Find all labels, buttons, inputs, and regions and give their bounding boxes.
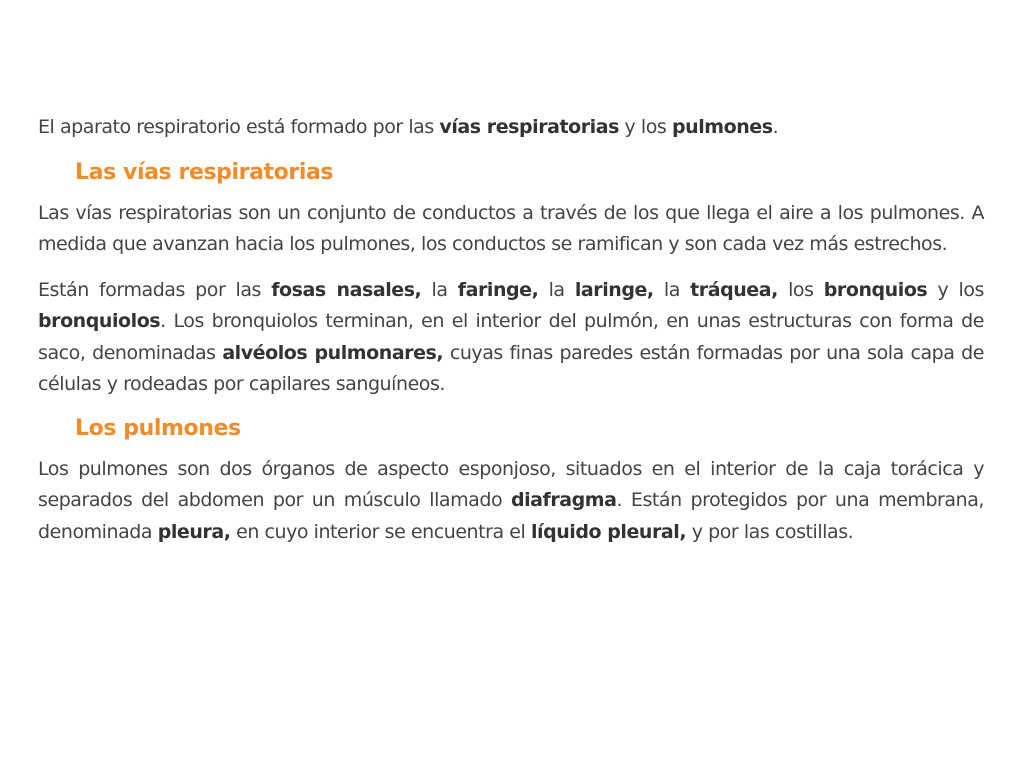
paragraph-text: y por las costillas.	[686, 520, 854, 543]
intro-text-1: El aparato respiratorio está formado por las	[38, 116, 440, 138]
bold-liquido-pleural: líquido pleural,	[530, 520, 687, 543]
bold-bronquiolos: bronquiolos	[38, 310, 161, 332]
vias-respiratorias-paragraph-1: Las vías respiratorias son un conjunto de conductos a través de los que llega el aire a los pulmones. A medida que avanzan hacia los pulmones, los conductos se ramifican y son cada vez más estrechos.	[38, 201, 984, 255]
paragraph-text: cuyas finas paredes están formadas por una sola capa de células y rodeadas por capilares sanguíneos.	[38, 341, 984, 395]
paragraph-text: en cuyo interior se encuentra el	[230, 520, 531, 543]
paragraph-text: la	[653, 278, 691, 301]
bold-fosas-nasales: fosas nasales,	[271, 278, 422, 301]
section-heading-pulmones: Los pulmones	[75, 415, 241, 441]
paragraph-text: Están formadas por las	[38, 278, 272, 301]
paragraph-text: . Los bronquiolos terminan, en el interior del pulmón, en unas estructuras con forma de saco, denominadas	[38, 310, 984, 364]
pulmones-paragraph-1	[38, 454, 984, 549]
paragraph-text: la	[421, 278, 458, 301]
bold-laringe: laringe,	[574, 278, 654, 301]
bold-diafragma: diafragma	[510, 489, 617, 511]
intro-bold-vias-respiratorias: vías respiratorias	[439, 116, 619, 138]
paragraph-text: y los	[927, 278, 984, 301]
paragraph-text: . Están protegidos por una membrana, denominada	[38, 489, 984, 543]
intro-text-2: y los	[618, 116, 672, 138]
bold-bronquios: bronquios	[823, 278, 928, 301]
bold-faringe: faringe,	[457, 278, 539, 301]
bold-traquea: tráquea,	[690, 278, 778, 301]
paragraph-text: Los pulmones son dos órganos de aspecto esponjoso, situados en el interior de la caja torácica y separados del abdomen por un músculo llamado	[38, 457, 984, 511]
paragraph-text: los	[777, 278, 824, 301]
intro-text-3: .	[772, 116, 779, 138]
bold-alveolos-pulmonares: alvéolos pulmonares,	[222, 341, 444, 364]
paragraph-text: la	[538, 278, 575, 301]
section-heading-vias-respiratorias: Las vías respiratorias	[75, 159, 334, 185]
intro-bold-pulmones: pulmones	[671, 116, 773, 138]
intro-paragraph	[38, 112, 984, 144]
vias-respiratorias-paragraph-2	[38, 275, 984, 401]
bold-pleura: pleura,	[157, 520, 231, 543]
